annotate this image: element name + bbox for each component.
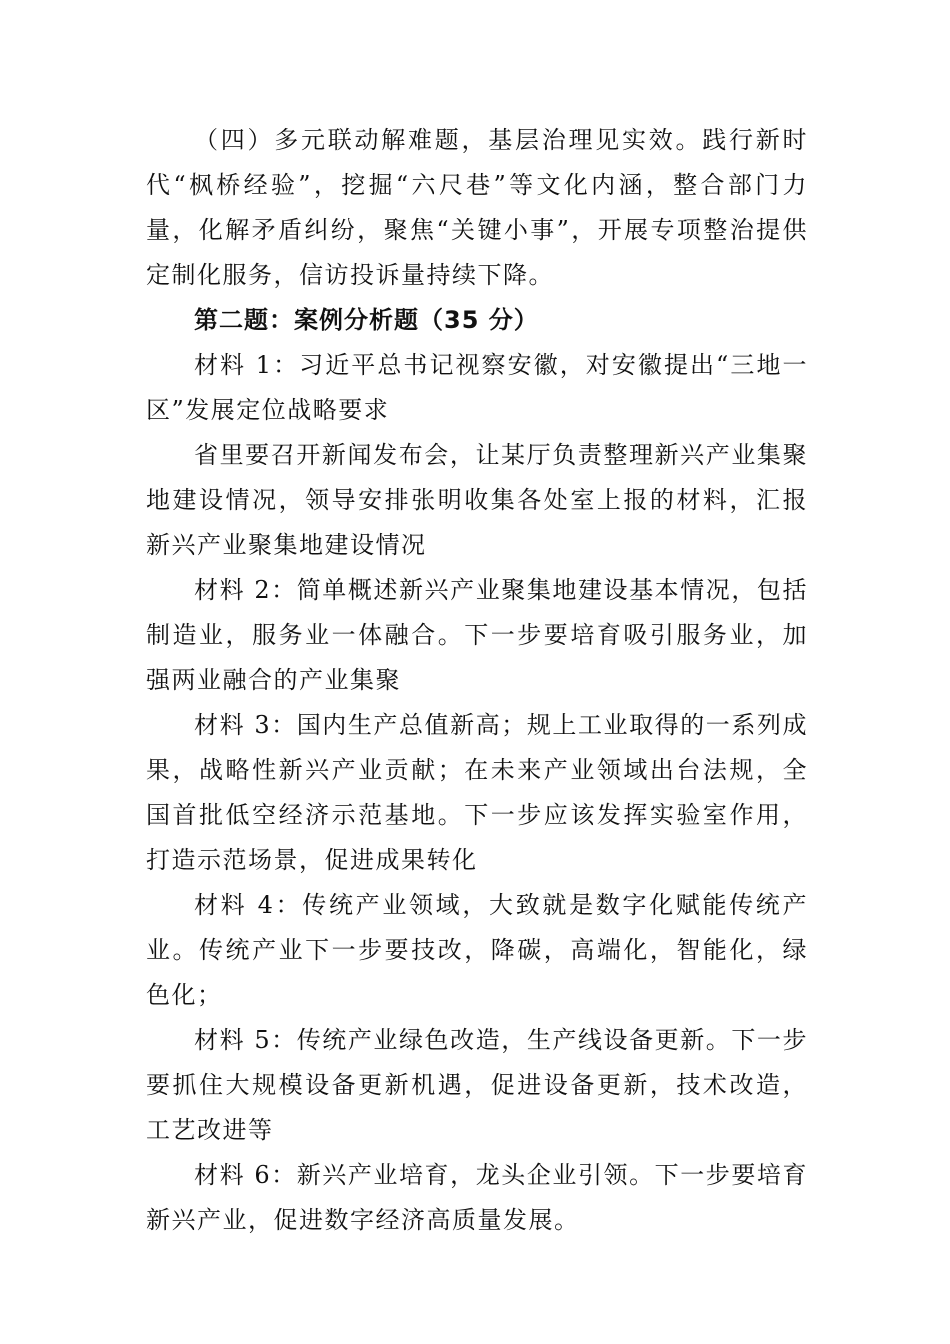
paragraph-section-four: （四）多元联动解难题，基层治理见实效。践行新时代“枫桥经验”，挖掘“六尺巷”等文化内涵，整合部门力量，化解矛盾纠纷，聚焦“关键小事”，开展专项整治提供定制化服务，信访投诉量持续下降。	[146, 126, 808, 289]
paragraph-press-conference: 省里要召开新闻发布会，让某厅负责整理新兴产业集聚地建设情况，领导安排张明收集各处室上报的材料，汇报新兴产业聚集地建设情况	[146, 441, 808, 559]
paragraph-material-4: 材料 4：传统产业领域，大致就是数字化赋能传统产业。传统产业下一步要技改，降碳，高端化，智能化，绿色化；	[146, 891, 808, 1009]
paragraph-material-2: 材料 2：简单概述新兴产业聚集地建设基本情况，包括制造业，服务业一体融合。下一步要培育吸引服务业，加强两业融合的产业集聚	[146, 576, 808, 694]
paragraph-material-5: 材料 5：传统产业绿色改造，生产线设备更新。下一步要抓住大规模设备更新机遇，促进设备更新，技术改造，工艺改进等	[146, 1026, 808, 1144]
paragraph-material-6: 材料 6：新兴产业培育，龙头企业引领。下一步要培育新兴产业，促进数字经济高质量发展。	[146, 1161, 808, 1234]
document-page	[146, 118, 808, 1243]
section-heading-case-analysis: 第二题：案例分析题（35 分）	[194, 306, 539, 334]
paragraph-material-1: 材料 1：习近平总书记视察安徽，对安徽提出“三地一区”发展定位战略要求	[146, 351, 808, 424]
paragraph-material-3: 材料 3：国内生产总值新高；规上工业取得的一系列成果，战略性新兴产业贡献；在未来产业领域出台法规，全国首批低空经济示范基地。下一步应该发挥实验室作用，打造示范场景，促进成果转化	[146, 711, 808, 874]
